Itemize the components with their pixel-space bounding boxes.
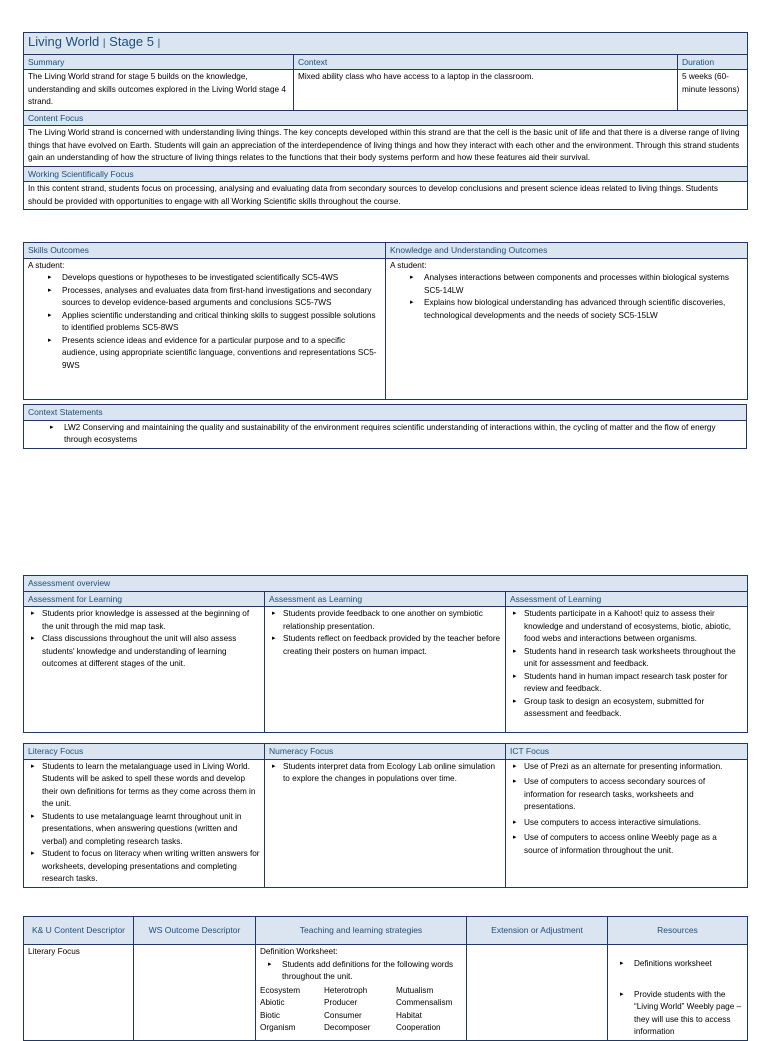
- focus-table: [23, 743, 748, 888]
- outcomes-table: [23, 242, 748, 400]
- assessment-table: [23, 575, 748, 733]
- skills-intro: A student:: [28, 260, 65, 270]
- assessment-as-cell: [265, 607, 506, 733]
- list-item: ▸ Use of computers to access online Weebly page as a source of information throughout the unit.: [524, 832, 743, 857]
- list-item: ▸ Student to focus on literacy when writing written answers for worksheets, developing presentations and completing research tasks.: [42, 848, 260, 886]
- context-heading: Context: [294, 54, 678, 70]
- list-item: ▸ Students interpret data from Ecology Lab online simulation to explore the changes in populations over time.: [283, 761, 501, 786]
- summary-text: The Living World strand for stage 5 builds on the knowledge, understanding and skills outcomes explored in the Living World stage 4 strand.: [24, 70, 294, 111]
- duration-text: 5 weeks (60-minute lessons): [678, 70, 748, 111]
- vocab-word: Abiotic: [260, 998, 285, 1007]
- list-item: ▸ Students to learn the metalanguage used in Living World. Students will be asked to spell these words and develop their own definitions for terms as they come across them in the unit.: [42, 761, 260, 811]
- ws-focus-text: In this content strand, students focus on processing, analysing and evaluating data from secondary sources to develop conclusions and present science ideas related to living things. Students should be provided with opportunities to engage with all Working Scientific skills throughout the course.: [24, 182, 748, 210]
- literacy-cell: [24, 759, 265, 887]
- vocab-word: Mutualism: [396, 985, 434, 995]
- vocab-word: Consumer: [324, 1010, 362, 1020]
- context-statements-cell: [24, 420, 747, 448]
- ict-heading: ICT Focus: [506, 744, 748, 760]
- resources-heading: Resources: [608, 917, 748, 945]
- list-item: ▸ Students reflect on feedback provided by the teacher before creating their posters on human impact.: [283, 633, 501, 658]
- literacy-heading: Literacy Focus: [24, 744, 265, 760]
- assessment-for-heading: Assessment for Learning: [24, 591, 265, 607]
- list-item: ▸ Use of Prezi as an alternate for presenting information.: [524, 761, 743, 774]
- ku-outcomes-cell: [386, 258, 748, 399]
- list-item: ▸ Applies scientific understanding and critical thinking skills to suggest possible solutions to identified problems SC5-8WS: [62, 310, 381, 335]
- unit-overview-table: [23, 32, 748, 210]
- skills-outcomes-cell: [24, 258, 386, 399]
- vocab-word: Organism: [260, 1023, 296, 1032]
- strategy-cell: [256, 945, 467, 1041]
- list-item: ▸ Use of computers to access secondary sources of information for research tasks, worksheets and presentations.: [524, 776, 743, 814]
- list-item: ▸ Students hand in research task worksheets throughout the unit for assessment and feedback.: [524, 646, 743, 671]
- list-item: ▸ Students participate in a Kahoot! quiz to assess their knowledge and understand of ecosystems, biotic, abiotic, food webs and interactions between organisms.: [524, 608, 743, 646]
- extension-heading: Extension or Adjustment: [467, 917, 608, 945]
- title-main: Living World: [28, 34, 100, 49]
- numeracy-heading: Numeracy Focus: [265, 744, 506, 760]
- vocab-word: Ecosystem: [260, 985, 301, 995]
- ku-outcomes-heading: Knowledge and Understanding Outcomes: [386, 243, 748, 259]
- assessment-of-heading: Assessment of Learning: [506, 591, 748, 607]
- list-item: ▸ Group task to design an ecosystem, submitted for assessment and feedback.: [524, 696, 743, 721]
- context-statements-table: [23, 404, 747, 449]
- list-item: ▸ Students to use metalanguage learnt throughout unit in presentations, when answering questions (written and verbal) and completing research tasks.: [42, 811, 260, 849]
- list-item: ▸ Use computers to access interactive simulations.: [524, 817, 743, 830]
- context-statements-heading: Context Statements: [24, 405, 747, 421]
- context-text: Mixed ability class who have access to a laptop in the classroom.: [294, 70, 678, 111]
- list-item: ▸ Processes, analyses and evaluates data from first-hand investigations and secondary sources to develop evidence-based arguments and conclusions SC5-7WS: [62, 285, 381, 310]
- vocab-word: Producer: [324, 998, 358, 1007]
- list-item: ▸ Students add definitions for the following words throughout the unit.: [282, 959, 462, 984]
- assessment-heading: Assessment overview: [24, 576, 748, 592]
- ict-cell: [506, 759, 748, 887]
- assessment-of-cell: [506, 607, 748, 733]
- assessment-as-heading: Assessment as Learning: [265, 591, 506, 607]
- vocabulary-grid: [260, 985, 462, 1035]
- list-item: ▸ Students provide feedback to one another on symbiotic relationship presentation.: [283, 608, 501, 633]
- list-item: ▸ Explains how biological understanding has advanced through scientific discoveries, technological developments and the needs of society SC5-15LW: [424, 297, 743, 322]
- vocab-word: Habitat: [396, 1010, 422, 1020]
- ws-descriptor-heading: WS Outcome Descriptor: [134, 917, 256, 945]
- page-title: Living World | Stage 5 |: [24, 33, 748, 55]
- list-item: ▸ Presents science ideas and evidence for a particular purpose and to a specific audience, using appropriate scientific language, conventions and representations SC5-9WS: [62, 335, 381, 373]
- ws-focus-heading: Working Scientifically Focus: [24, 166, 748, 182]
- title-stage: Stage 5: [109, 34, 154, 49]
- content-focus-text: The Living World strand is concerned with understanding living things. The key concepts developed within this strand are that the cell is the basic unit of life and that there is a diverse range of living things that have evolved on Earth. Students will gain an appreciation of the interdependence of living things and how they interact with each other and the environment. Through this strand students gain an understanding of how the structure of living things relates to the functions that their body systems perform and how these features aid their survival.: [24, 126, 748, 167]
- vocab-word: Heterotroph: [324, 985, 368, 995]
- duration-heading: Duration: [678, 54, 748, 70]
- strategies-table: [23, 916, 748, 1041]
- content-focus-heading: Content Focus: [24, 110, 748, 126]
- ws-descriptor-cell: [134, 945, 256, 1041]
- row-label: Literary Focus: [24, 945, 134, 1041]
- summary-heading: Summary: [24, 54, 294, 70]
- vocab-word: Biotic: [260, 1010, 281, 1020]
- list-item: ▸ Develops questions or hypotheses to be investigated scientifically SC5-4WS: [62, 272, 381, 285]
- skills-outcomes-heading: Skills Outcomes: [24, 243, 386, 259]
- strategies-heading: Teaching and learning strategies: [256, 917, 467, 945]
- list-item: ▸ Analyses interactions between components and processes within biological systems SC5-14LW: [424, 272, 743, 297]
- list-item: ▸ Definitions worksheet: [634, 958, 743, 971]
- vocab-word: Cooperation: [396, 1023, 441, 1032]
- list-item: ▸ Class discussions throughout the unit will also assess students' knowledge and understanding of learning outcomes at different stages of the unit.: [42, 633, 260, 671]
- numeracy-cell: [265, 759, 506, 887]
- extension-cell: [467, 945, 608, 1041]
- kau-descriptor-heading: K& U Content Descriptor: [24, 917, 134, 945]
- list-item: ▸ Students prior knowledge is assessed at the beginning of the unit through the mid map task.: [42, 608, 260, 633]
- list-item: ▸ Provide students with the “Living World” Weebly page – they will use this to access information: [634, 989, 743, 1039]
- list-item: ▸ Students hand in human impact research task poster for review and feedback.: [524, 671, 743, 696]
- strategy-title: Definition Worksheet:: [260, 947, 338, 956]
- ku-intro: A student:: [390, 260, 427, 270]
- list-item: ▸ LW2 Conserving and maintaining the quality and sustainability of the environment requires scientific understanding of interactions within, the cycling of matter and the flow of energy through ecosystems: [64, 422, 742, 447]
- resources-cell: [608, 945, 748, 1041]
- assessment-for-cell: [24, 607, 265, 733]
- vocab-word: Decomposer: [324, 1023, 371, 1032]
- vocab-word: Commensalism: [396, 998, 453, 1007]
